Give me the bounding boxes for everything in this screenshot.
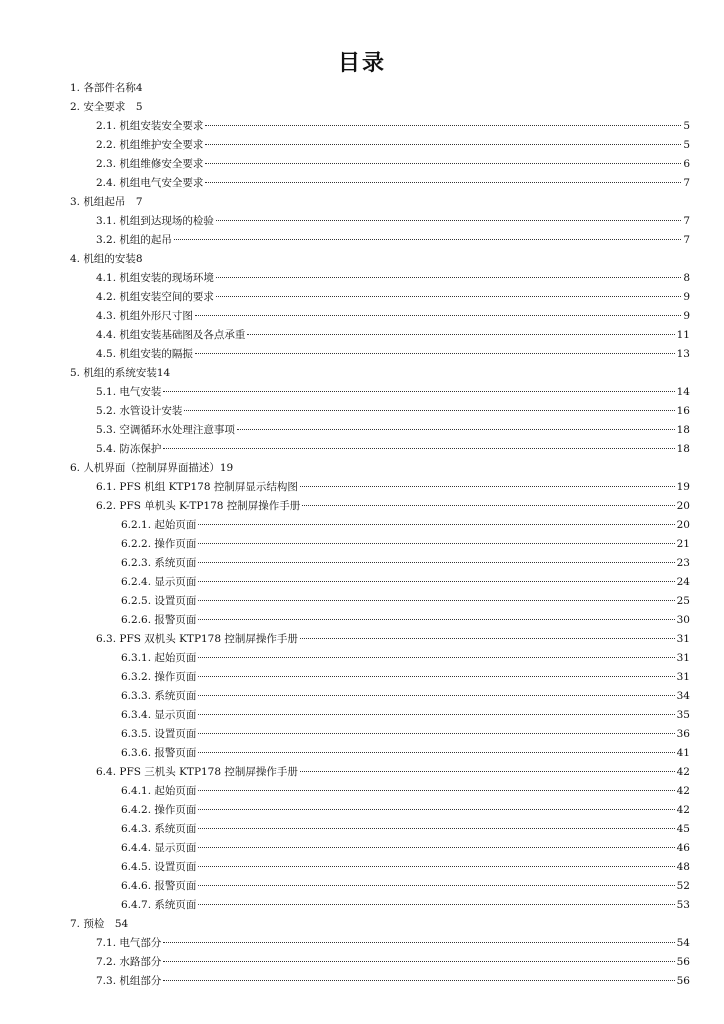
toc-dot-leader [205,163,681,164]
toc-entry-level-3[interactable] [0,554,724,573]
toc-entry-row [121,744,690,763]
toc-page-number: 31 [676,633,690,645]
toc-entry-row [70,364,724,383]
toc-dot-leader [300,486,675,487]
toc-page-number: 35 [676,709,690,721]
toc-entry-row [121,611,690,630]
toc-page-number: 18 [676,424,690,436]
toc-entry-row [96,972,690,991]
toc-entry-title: 6.4.4. 显示页面 [121,842,197,854]
toc-page-number: 45 [676,823,690,835]
toc-entry-title: 6.4.6. 报警页面 [121,880,197,892]
toc-dot-leader [198,809,674,810]
toc-page-number: 16 [676,405,690,417]
toc-list [0,79,724,991]
toc-dot-leader [198,524,674,525]
toc-page-number: 41 [676,747,690,759]
toc-entry-level-2[interactable] [0,402,724,421]
toc-entry-level-3[interactable] [0,839,724,858]
toc-entry-row [96,383,690,402]
toc-dot-leader [198,885,674,886]
toc-page-number: 5 [683,139,690,151]
toc-entry-title: 6.3.4. 显示页面 [121,709,197,721]
toc-dot-leader [302,505,674,506]
toc-entry-row [121,554,690,573]
toc-dot-leader [163,961,674,962]
toc-dot-leader [163,391,674,392]
toc-page-number: 9 [683,291,690,303]
toc-dot-leader [216,277,681,278]
toc-entry-title: 4.2. 机组安装空间的要求 [96,291,214,303]
toc-entry-row [121,706,690,725]
toc-dot-leader [205,144,681,145]
toc-page-number: 56 [676,956,690,968]
toc-entry-title: 6.3.3. 系统页面 [121,690,197,702]
toc-page-number: 31 [676,671,690,683]
toc-entry-row [96,497,690,516]
toc-dot-leader [300,771,675,772]
toc-page-number: 42 [676,804,690,816]
toc-page-number: 25 [676,595,690,607]
toc-dot-leader [198,733,674,734]
toc-entry-row [121,858,690,877]
toc-entry-row [121,896,690,915]
toc-page-number: 52 [676,880,690,892]
toc-dot-leader [216,220,681,221]
toc-page-number: 6 [683,158,690,170]
toc-entry-row [96,478,690,497]
toc-page-number: 24 [676,576,690,588]
toc-entry-title: 7.3. 机组部分 [96,975,162,987]
toc-entry-row [96,307,690,326]
toc-dot-leader [184,410,674,411]
toc-entry-title: 6.2.3. 系统页面 [121,557,197,569]
toc-entry-level-3[interactable] [0,668,724,687]
toc-entry-level-3[interactable] [0,896,724,915]
toc-entry-level-3[interactable] [0,573,724,592]
toc-dot-leader [195,353,675,354]
toc-entry-title: 5.1. 电气安装 [96,386,162,398]
toc-entry-level-2[interactable] [0,421,724,440]
toc-page-number: 34 [676,690,690,702]
toc-entry-row [96,402,690,421]
toc-page-number: 46 [676,842,690,854]
toc-dot-leader [300,638,675,639]
toc-page-number: 21 [676,538,690,550]
toc-entry-title: 5.4. 防冻保护 [96,443,162,455]
toc-entry-row [96,763,690,782]
toc-entry-level-2[interactable] [0,307,724,326]
toc-page-number: 42 [676,766,690,778]
toc-dot-leader [163,942,674,943]
toc-dot-leader [163,980,674,981]
toc-entry-level-3[interactable] [0,649,724,668]
toc-entry-title: 6.4. PFS 三机头 KTP178 控制屏操作手册 [96,766,298,778]
toc-entry-level-1[interactable] [0,364,724,383]
toc-page-number: 7 [683,234,690,246]
toc-entry-title: 6.2.6. 报警页面 [121,614,197,626]
toc-dot-leader [198,562,674,563]
toc-page-number: 23 [676,557,690,569]
toc-entry-level-3[interactable] [0,611,724,630]
toc-page-number: 36 [676,728,690,740]
toc-entry-level-3[interactable] [0,877,724,896]
toc-entry-level-3[interactable] [0,535,724,554]
toc-entry-title: 7.1. 电气部分 [96,937,162,949]
toc-entry-level-1[interactable] [0,915,724,934]
toc-entry-level-1[interactable] [0,459,724,478]
toc-entry-row [96,136,690,155]
toc-entry-level-1[interactable] [0,250,724,269]
toc-entry-level-3[interactable] [0,725,724,744]
toc-dot-leader [205,182,681,183]
toc-entry-title: 6.2. PFS 单机头 K-TP178 控制屏操作手册 [96,500,301,512]
page-title: 目录 [337,51,386,76]
toc-entry-row [96,326,690,345]
toc-page-number: 13 [676,348,690,360]
toc-page-number: 53 [676,899,690,911]
toc-entry-row [121,801,690,820]
toc-entry-title: 4.1. 机组安装的现场环境 [96,272,214,284]
toc-page-number: 30 [676,614,690,626]
toc-entry-level-3[interactable] [0,782,724,801]
toc-entry-row [121,820,690,839]
toc-dot-leader [216,296,681,297]
toc-entry-title: 6.4.1. 起始页面 [121,785,197,797]
toc-page-number: 11 [676,329,690,341]
toc-page-number: 5 [683,120,690,132]
toc-entry-level-2[interactable] [0,934,724,953]
toc-entry-title: 2.2. 机组维护安全要求 [96,139,204,151]
toc-page-number: 20 [676,500,690,512]
toc-dot-leader [247,334,674,335]
toc-entry-row [96,934,690,953]
toc-dot-leader [198,600,674,601]
toc-entry-title: 6.2.1. 起始页面 [121,519,197,531]
toc-dot-leader [198,543,674,544]
toc-entry-row [96,345,690,364]
toc-page-number: 7 [683,177,690,189]
toc-page-number: 48 [676,861,690,873]
toc-entry-level-3[interactable] [0,801,724,820]
toc-entry-row [121,725,690,744]
toc-dot-leader [205,125,681,126]
toc-page-number: 54 [676,937,690,949]
toc-entry-level-2[interactable] [0,763,724,782]
toc-entry-row [70,98,724,117]
toc-entry-title: 6.4.7. 系统页面 [121,899,197,911]
toc-entry-title: 6.2.2. 操作页面 [121,538,197,550]
toc-entry-row [121,877,690,896]
toc-entry-level-2[interactable] [0,383,724,402]
toc-entry-level-1[interactable] [0,79,724,98]
toc-page-number: 56 [676,975,690,987]
toc-entry-level-3[interactable] [0,516,724,535]
toc-page-number: 31 [676,652,690,664]
toc-entry-level-2[interactable] [0,269,724,288]
toc-entry-title: 4.5. 机组安装的隔振 [96,348,193,360]
toc-entry-title: 2.3. 机组维修安全要求 [96,158,204,170]
toc-entry-title: 6.2.5. 设置页面 [121,595,197,607]
toc-dot-leader [198,904,674,905]
toc-entry-level-3[interactable] [0,744,724,763]
toc-entry-title: 7. 预检 54 [70,918,129,930]
toc-entry-row [70,915,724,934]
toc-entry-row [70,250,724,269]
toc-entry-level-3[interactable] [0,820,724,839]
toc-dot-leader [174,239,681,240]
toc-entry-row [70,459,724,478]
toc-dot-leader [198,619,674,620]
toc-entry-title: 4.4. 机组安装基础图及各点承重 [96,329,246,341]
toc-entry-title: 6.4.2. 操作页面 [121,804,197,816]
toc-entry-row [70,193,724,212]
toc-entry-title: 6.3.5. 设置页面 [121,728,197,740]
toc-entry-level-2[interactable] [0,345,724,364]
toc-entry-level-2[interactable] [0,212,724,231]
toc-entry-level-2[interactable] [0,136,724,155]
toc-entry-row [96,117,690,136]
toc-page-number: 42 [676,785,690,797]
toc-entry-title: 6.4.5. 设置页面 [121,861,197,873]
toc-entry-title: 6.1. PFS 机组 KTP178 控制屏显示结构图 [96,481,298,493]
toc-entry-level-2[interactable] [0,440,724,459]
toc-entry-row [96,269,690,288]
toc-entry-title: 3.1. 机组到达现场的检验 [96,215,214,227]
toc-entry-title: 6.4.3. 系统页面 [121,823,197,835]
toc-entry-title: 5.3. 空调循环水处理注意事项 [96,424,235,436]
toc-entry-level-2[interactable] [0,155,724,174]
toc-entry-level-2[interactable] [0,478,724,497]
toc-entry-title: 3.2. 机组的起吊 [96,234,172,246]
toc-entry-title: 4. 机组的安装8 [70,253,143,265]
toc-dot-leader [198,790,674,791]
toc-entry-title: 6.3. PFS 双机头 KTP178 控制屏操作手册 [96,633,298,645]
toc-entry-row [96,630,690,649]
toc-entry-row [121,782,690,801]
toc-dot-leader [198,695,674,696]
toc-entry-level-2[interactable] [0,326,724,345]
toc-entry-level-2[interactable] [0,972,724,991]
toc-page-number: 19 [676,481,690,493]
toc-dot-leader [198,866,674,867]
toc-entry-level-3[interactable] [0,592,724,611]
toc-entry-row [96,231,690,250]
toc-entry-row [96,421,690,440]
toc-page-number: 18 [676,443,690,455]
toc-dot-leader [198,828,674,829]
toc-entry-row [96,155,690,174]
toc-entry-title: 5.2. 水管设计安装 [96,405,183,417]
toc-entry-title: 1. 各部件名称4 [70,82,143,94]
toc-entry-title: 3. 机组起吊 7 [70,196,143,208]
toc-entry-row [121,516,690,535]
toc-entry-title: 2.4. 机组电气安全要求 [96,177,204,189]
toc-page-number: 9 [683,310,690,322]
toc-dot-leader [198,847,674,848]
toc-entry-level-2[interactable] [0,630,724,649]
toc-entry-title: 6. 人机界面（控制屏界面描述）19 [70,462,234,474]
toc-entry-row [96,440,690,459]
toc-dot-leader [198,581,674,582]
toc-page-number: 14 [676,386,690,398]
toc-entry-row [121,839,690,858]
toc-page-number: 8 [683,272,690,284]
toc-entry-level-2[interactable] [0,953,724,972]
toc-entry-level-1[interactable] [0,98,724,117]
toc-entry-level-2[interactable] [0,497,724,516]
toc-dot-leader [198,752,674,753]
toc-dot-leader [163,448,674,449]
toc-dot-leader [198,714,674,715]
toc-entry-level-2[interactable] [0,117,724,136]
toc-entry-title: 6.3.2. 操作页面 [121,671,197,683]
toc-entry-row [121,668,690,687]
toc-entry-row [121,592,690,611]
toc-entry-title: 5. 机组的系统安装14 [70,367,171,379]
toc-entry-row [96,288,690,307]
toc-entry-level-2[interactable] [0,174,724,193]
toc-entry-row [96,953,690,972]
toc-page-number: 20 [676,519,690,531]
toc-dot-leader [195,315,681,316]
toc-entry-title: 6.3.6. 报警页面 [121,747,197,759]
toc-entry-row [121,649,690,668]
toc-entry-title: 6.3.1. 起始页面 [121,652,197,664]
toc-entry-title: 4.3. 机组外形尺寸图 [96,310,193,322]
toc-entry-row [96,212,690,231]
toc-entry-row [121,573,690,592]
toc-dot-leader [198,676,674,677]
toc-entry-level-3[interactable] [0,858,724,877]
toc-entry-level-3[interactable] [0,687,724,706]
toc-entry-row [121,535,690,554]
toc-entry-level-3[interactable] [0,706,724,725]
toc-entry-row [121,687,690,706]
toc-entry-title: 6.2.4. 显示页面 [121,576,197,588]
toc-entry-title: 7.2. 水路部分 [96,956,162,968]
toc-entry-title: 2.1. 机组安装安全要求 [96,120,204,132]
toc-entry-title: 2. 安全要求 5 [70,101,143,113]
toc-entry-row [96,174,690,193]
toc-page-number: 7 [683,215,690,227]
toc-entry-level-2[interactable] [0,288,724,307]
toc-dot-leader [198,657,674,658]
toc-entry-row [70,79,724,98]
toc-entry-level-1[interactable] [0,193,724,212]
toc-dot-leader [237,429,675,430]
toc-entry-level-2[interactable] [0,231,724,250]
